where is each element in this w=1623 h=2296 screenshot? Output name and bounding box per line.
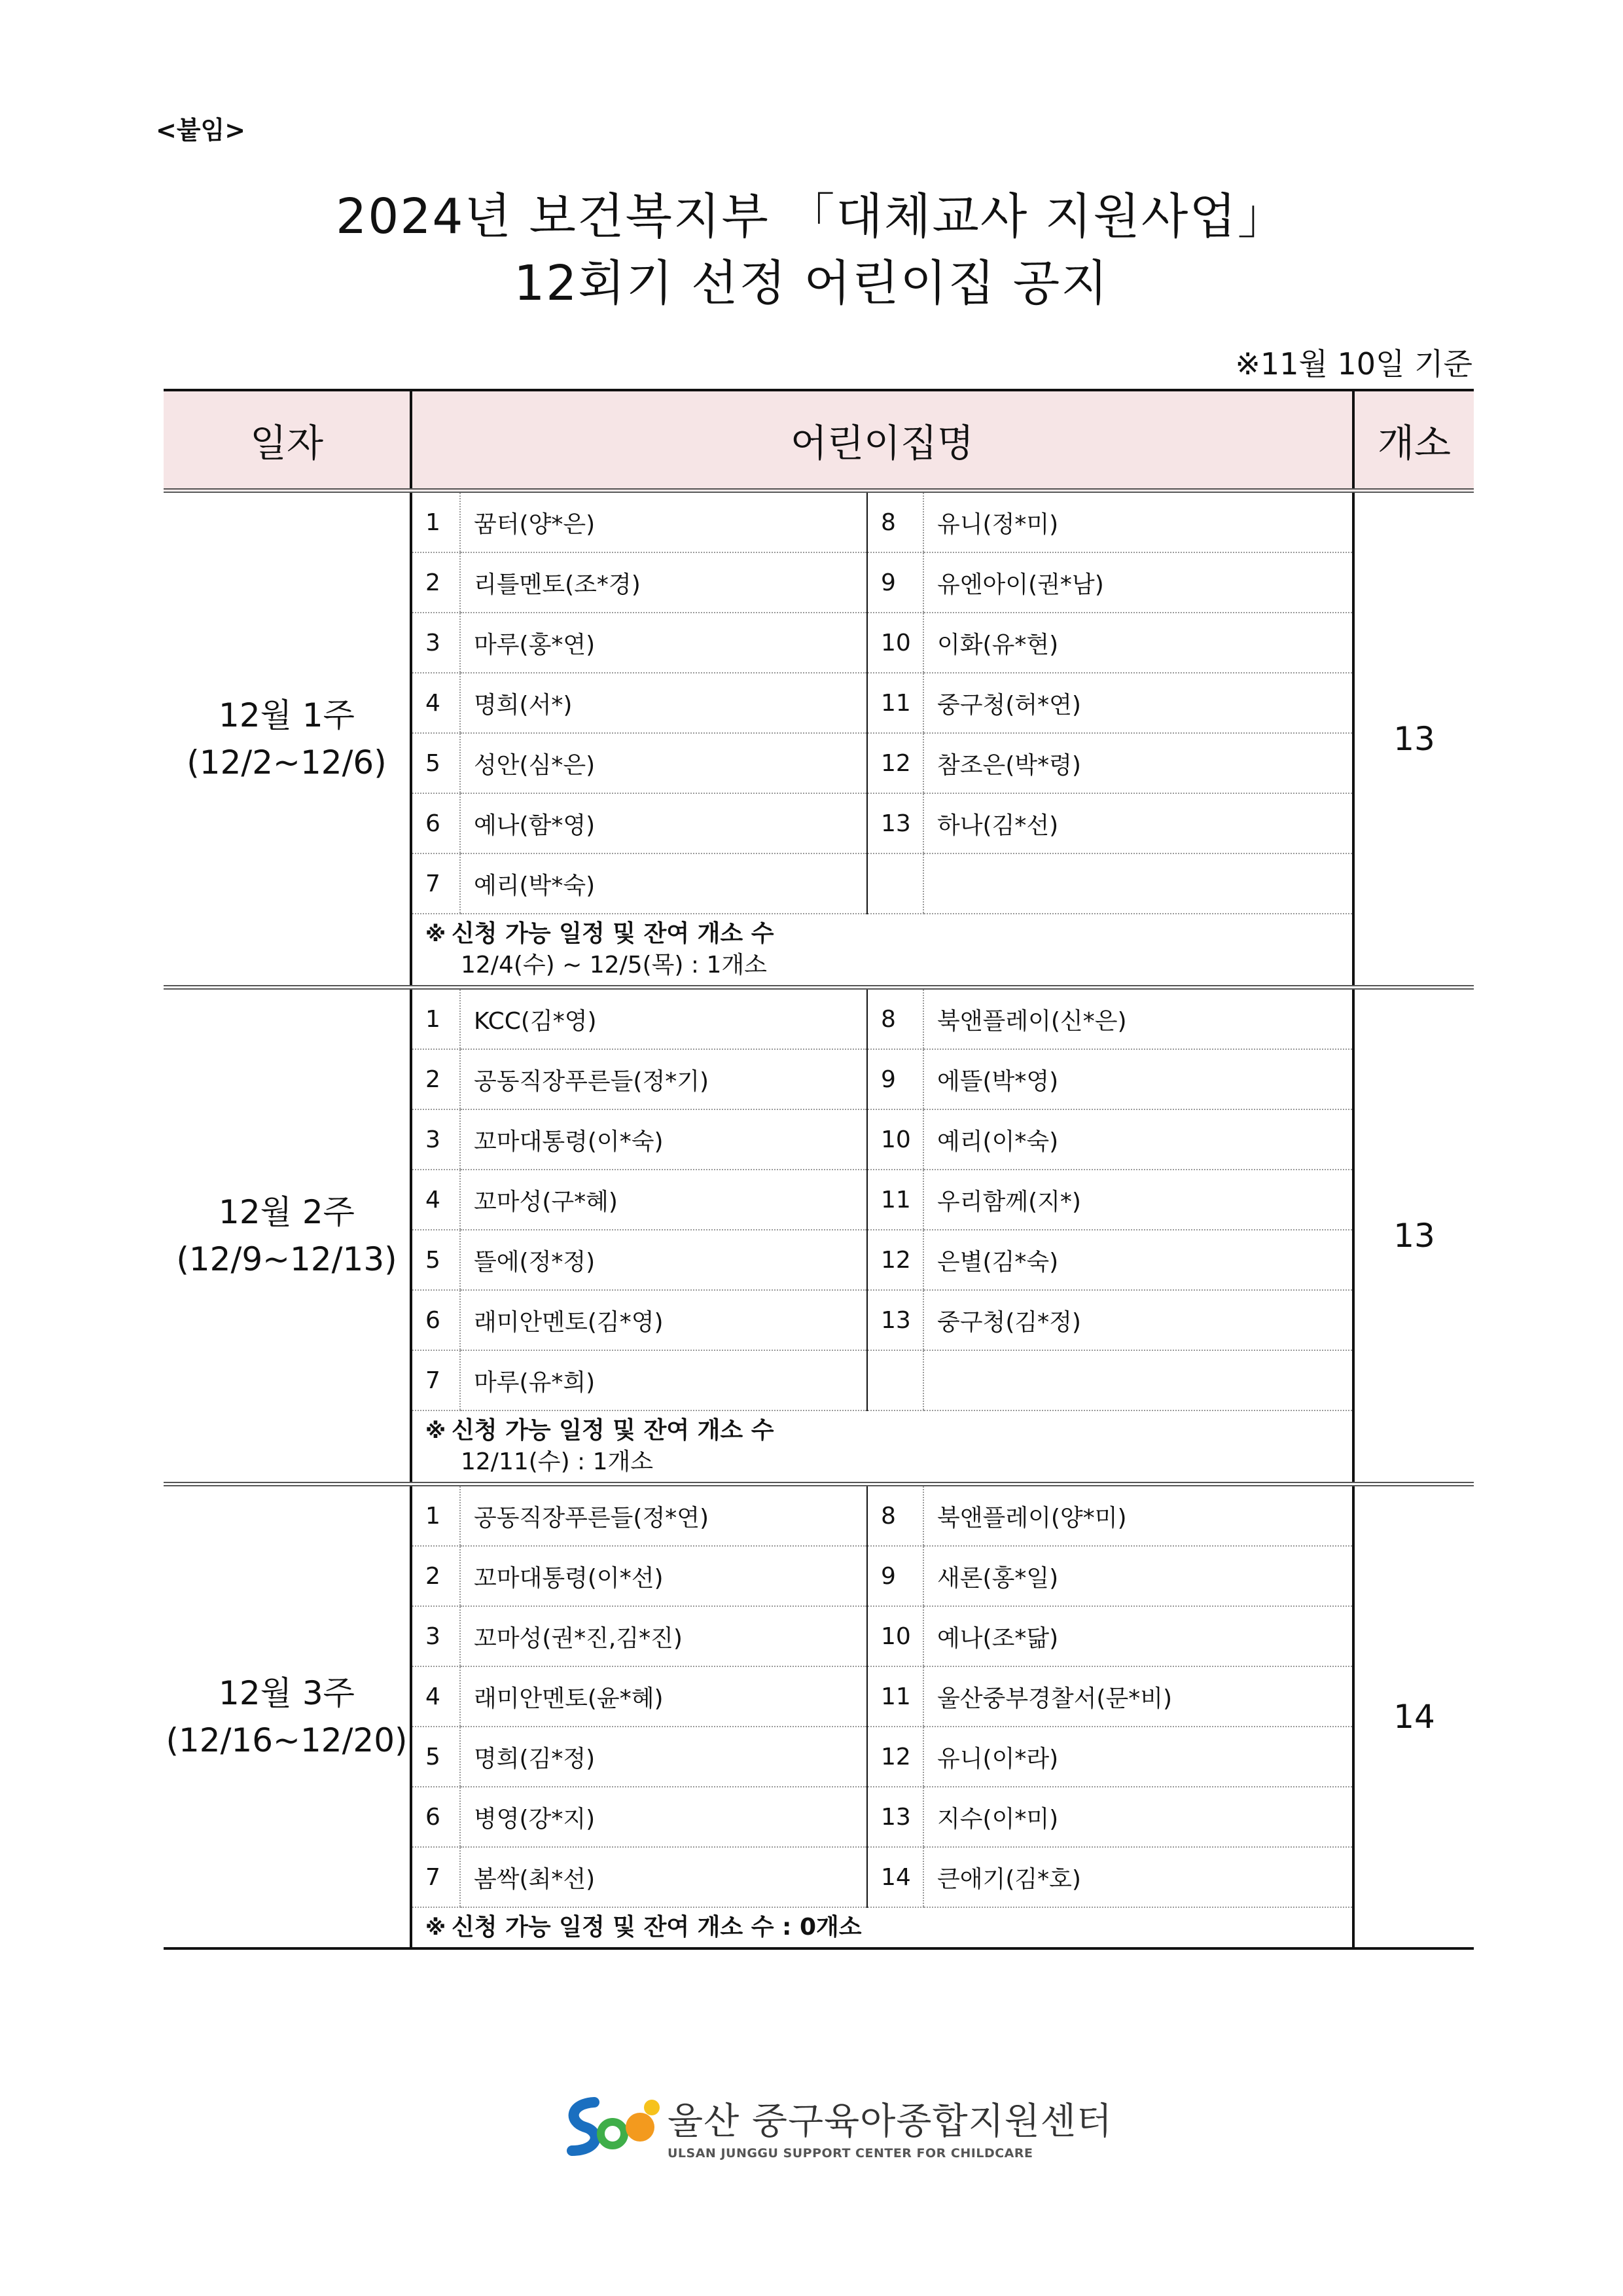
availability-note — [412, 914, 1352, 985]
daycare-name: 참조은(박*령) — [923, 733, 1352, 793]
item-number: 4 — [412, 1666, 460, 1727]
daycare-name: 예나(조*닮) — [923, 1606, 1352, 1666]
item-number: 10 — [867, 1109, 923, 1170]
item-number: 5 — [412, 733, 460, 793]
center-name-english: ULSAN JUNGGU SUPPORT CENTER FOR CHILDCARE — [668, 2146, 1033, 2161]
daycare-name: 중구청(김*정) — [923, 1290, 1352, 1350]
daycare-name: 꼬마대통령(이*숙) — [460, 1109, 867, 1170]
list-item — [412, 733, 1352, 793]
note-symbol: ※ — [425, 922, 446, 946]
item-number: 12 — [867, 733, 923, 793]
daycare-name: 유니(정*미) — [923, 493, 1352, 552]
daycare-name: 공동직장푸른들(정*연) — [460, 1486, 867, 1546]
item-number: 11 — [867, 1170, 923, 1230]
daycare-name: 마루(홍*연) — [460, 613, 867, 673]
item-number: 13 — [867, 793, 923, 853]
daycare-list — [412, 493, 1352, 914]
item-number: 9 — [867, 552, 923, 613]
list-item — [412, 1350, 1352, 1410]
list-item — [412, 1606, 1352, 1666]
item-number: 10 — [867, 1606, 923, 1666]
item-number: 8 — [867, 990, 923, 1049]
daycare-name: 은별(김*숙) — [923, 1230, 1352, 1290]
week-date-cell — [164, 491, 411, 988]
note-symbol: ※ — [425, 1915, 446, 1940]
daycare-name: 명희(김*정) — [460, 1727, 867, 1787]
list-item — [412, 1787, 1352, 1847]
page-title-line1: 2024년 보건복지부 「대체교사 지원사업」 — [336, 188, 1287, 245]
list-item — [412, 853, 1352, 914]
item-number: 2 — [412, 1049, 460, 1109]
list-item — [412, 1546, 1352, 1606]
daycare-name: 래미안멘토(김*영) — [460, 1290, 867, 1350]
item-number: 13 — [867, 1787, 923, 1847]
list-item — [412, 990, 1352, 1049]
header-date: 일자 — [164, 390, 411, 491]
item-number: 1 — [412, 990, 460, 1049]
note-heading: 신청 가능 일정 및 잔여 개소 수 — [452, 1417, 774, 1444]
list-item — [412, 793, 1352, 853]
list-item — [412, 613, 1352, 673]
week-label: 12월 1주 — [219, 696, 355, 734]
availability-note — [412, 1411, 1352, 1482]
week-range: (12/9~12/13) — [176, 1240, 397, 1278]
center-name-korean: 울산 중구육아종합지원센터 — [668, 2100, 1113, 2143]
item-number: 9 — [867, 1546, 923, 1606]
daycare-name: 뜰에(정*정) — [460, 1230, 867, 1290]
daycare-name: 유니(이*라) — [923, 1727, 1352, 1787]
daycare-name: 새론(홍*일) — [923, 1546, 1352, 1606]
list-item — [412, 493, 1352, 552]
daycare-name: KCC(김*영) — [460, 990, 867, 1049]
item-number: 2 — [412, 552, 460, 613]
daycare-name: 울산중부경찰서(문*비) — [923, 1666, 1352, 1727]
item-number: 1 — [412, 493, 460, 552]
daycare-name: 래미안멘토(윤*혜) — [460, 1666, 867, 1727]
week-row — [164, 988, 1474, 1484]
item-number: 10 — [867, 613, 923, 673]
item-number — [867, 1350, 923, 1410]
list-item — [412, 1170, 1352, 1230]
daycare-name: 리틀멘토(조*경) — [460, 552, 867, 613]
note-schedule: 12/11(수) : 1개소 — [461, 1448, 654, 1475]
daycare-name: 북앤플레이(신*은) — [923, 990, 1352, 1049]
note-symbol: ※ — [425, 1418, 446, 1443]
item-number: 8 — [867, 1486, 923, 1546]
daycare-name: 지수(이*미) — [923, 1787, 1352, 1847]
item-number: 9 — [867, 1049, 923, 1109]
week-count: 13 — [1353, 988, 1474, 1484]
daycare-name: 꼬마성(권*진,김*진) — [460, 1606, 867, 1666]
daycare-name: 중구청(허*연) — [923, 673, 1352, 733]
item-number: 5 — [412, 1727, 460, 1787]
list-item — [412, 1486, 1352, 1546]
note-heading: 신청 가능 일정 및 잔여 개소 수 — [452, 920, 774, 947]
list-item — [412, 1290, 1352, 1350]
daycare-name: 하나(김*선) — [923, 793, 1352, 853]
item-number: 5 — [412, 1230, 460, 1290]
item-number: 2 — [412, 1546, 460, 1606]
item-number: 13 — [867, 1290, 923, 1350]
daycare-name: 북앤플레이(양*미) — [923, 1486, 1352, 1546]
item-number: 6 — [412, 793, 460, 853]
list-item — [412, 673, 1352, 733]
item-number: 4 — [412, 1170, 460, 1230]
daycare-list — [412, 990, 1352, 1411]
note-heading: 신청 가능 일정 및 잔여 개소 수 : 0개소 — [452, 1914, 862, 1941]
week-row — [164, 1484, 1474, 1949]
daycare-name: 명희(서*) — [460, 673, 867, 733]
daycare-name: 꿈터(양*은) — [460, 493, 867, 552]
item-number: 3 — [412, 1606, 460, 1666]
daycare-name: 우리함께(지*) — [923, 1170, 1352, 1230]
daycare-name: 예리(이*숙) — [923, 1109, 1352, 1170]
week-row — [164, 491, 1474, 988]
item-number: 7 — [412, 853, 460, 914]
item-number: 12 — [867, 1230, 923, 1290]
item-number: 14 — [867, 1847, 923, 1907]
daycare-name: 유엔아이(권*남) — [923, 552, 1352, 613]
item-number: 3 — [412, 1109, 460, 1170]
daycare-name: 꼬마대통령(이*선) — [460, 1546, 867, 1606]
daycare-name — [923, 853, 1352, 914]
list-item — [412, 1727, 1352, 1787]
daycare-list-cell — [411, 1484, 1353, 1949]
list-item — [412, 1109, 1352, 1170]
item-number: 11 — [867, 1666, 923, 1727]
daycare-name: 성안(심*은) — [460, 733, 867, 793]
item-number: 6 — [412, 1787, 460, 1847]
daycare-name: 마루(유*희) — [460, 1350, 867, 1410]
daycare-list — [412, 1486, 1352, 1908]
list-item — [412, 1847, 1352, 1907]
week-date-cell — [164, 1484, 411, 1949]
page-title-line2: 12회기 선정 어린이집 공지 — [514, 255, 1109, 312]
item-number: 12 — [867, 1727, 923, 1787]
item-number — [867, 853, 923, 914]
item-number: 3 — [412, 613, 460, 673]
basis-date-note: ※11월 10일 기준 — [1235, 346, 1472, 382]
note-schedule: 12/4(수) ~ 12/5(목) : 1개소 — [461, 952, 767, 978]
daycare-name: 큰애기(김*호) — [923, 1847, 1352, 1907]
center-logo — [556, 2090, 1113, 2162]
daycare-name: 공동직장푸른들(정*기) — [460, 1049, 867, 1109]
daycare-name: 에뜰(박*영) — [923, 1049, 1352, 1109]
week-count: 13 — [1353, 491, 1474, 988]
daycare-name — [923, 1350, 1352, 1410]
item-number: 1 — [412, 1486, 460, 1546]
list-item — [412, 1049, 1352, 1109]
item-number: 7 — [412, 1847, 460, 1907]
week-count: 14 — [1353, 1484, 1474, 1949]
item-number: 7 — [412, 1350, 460, 1410]
center-logo-icon — [556, 2090, 668, 2162]
list-item — [412, 552, 1352, 613]
daycare-name: 이화(유*현) — [923, 613, 1352, 673]
item-number: 4 — [412, 673, 460, 733]
daycare-list-cell — [411, 988, 1353, 1484]
week-range: (12/16~12/20) — [166, 1721, 408, 1759]
daycare-name: 예나(함*영) — [460, 793, 867, 853]
selection-table — [164, 389, 1474, 1950]
daycare-name: 병영(강*지) — [460, 1787, 867, 1847]
daycare-name: 봄싹(최*선) — [460, 1847, 867, 1907]
daycare-name: 예리(박*숙) — [460, 853, 867, 914]
daycare-list-cell — [411, 491, 1353, 988]
week-label: 12월 3주 — [219, 1674, 355, 1712]
item-number: 11 — [867, 673, 923, 733]
availability-note — [412, 1908, 1352, 1947]
week-label: 12월 2주 — [219, 1193, 355, 1231]
list-item — [412, 1666, 1352, 1727]
week-range: (12/2~12/6) — [187, 744, 387, 781]
item-number: 6 — [412, 1290, 460, 1350]
daycare-name: 꼬마성(구*혜) — [460, 1170, 867, 1230]
week-date-cell — [164, 988, 411, 1484]
table-header-row — [164, 390, 1474, 491]
header-daycare: 어린이집명 — [411, 390, 1353, 491]
attachment-label: <붙임> — [156, 116, 246, 145]
header-count: 개소 — [1353, 390, 1474, 491]
item-number: 8 — [867, 493, 923, 552]
list-item — [412, 1230, 1352, 1290]
